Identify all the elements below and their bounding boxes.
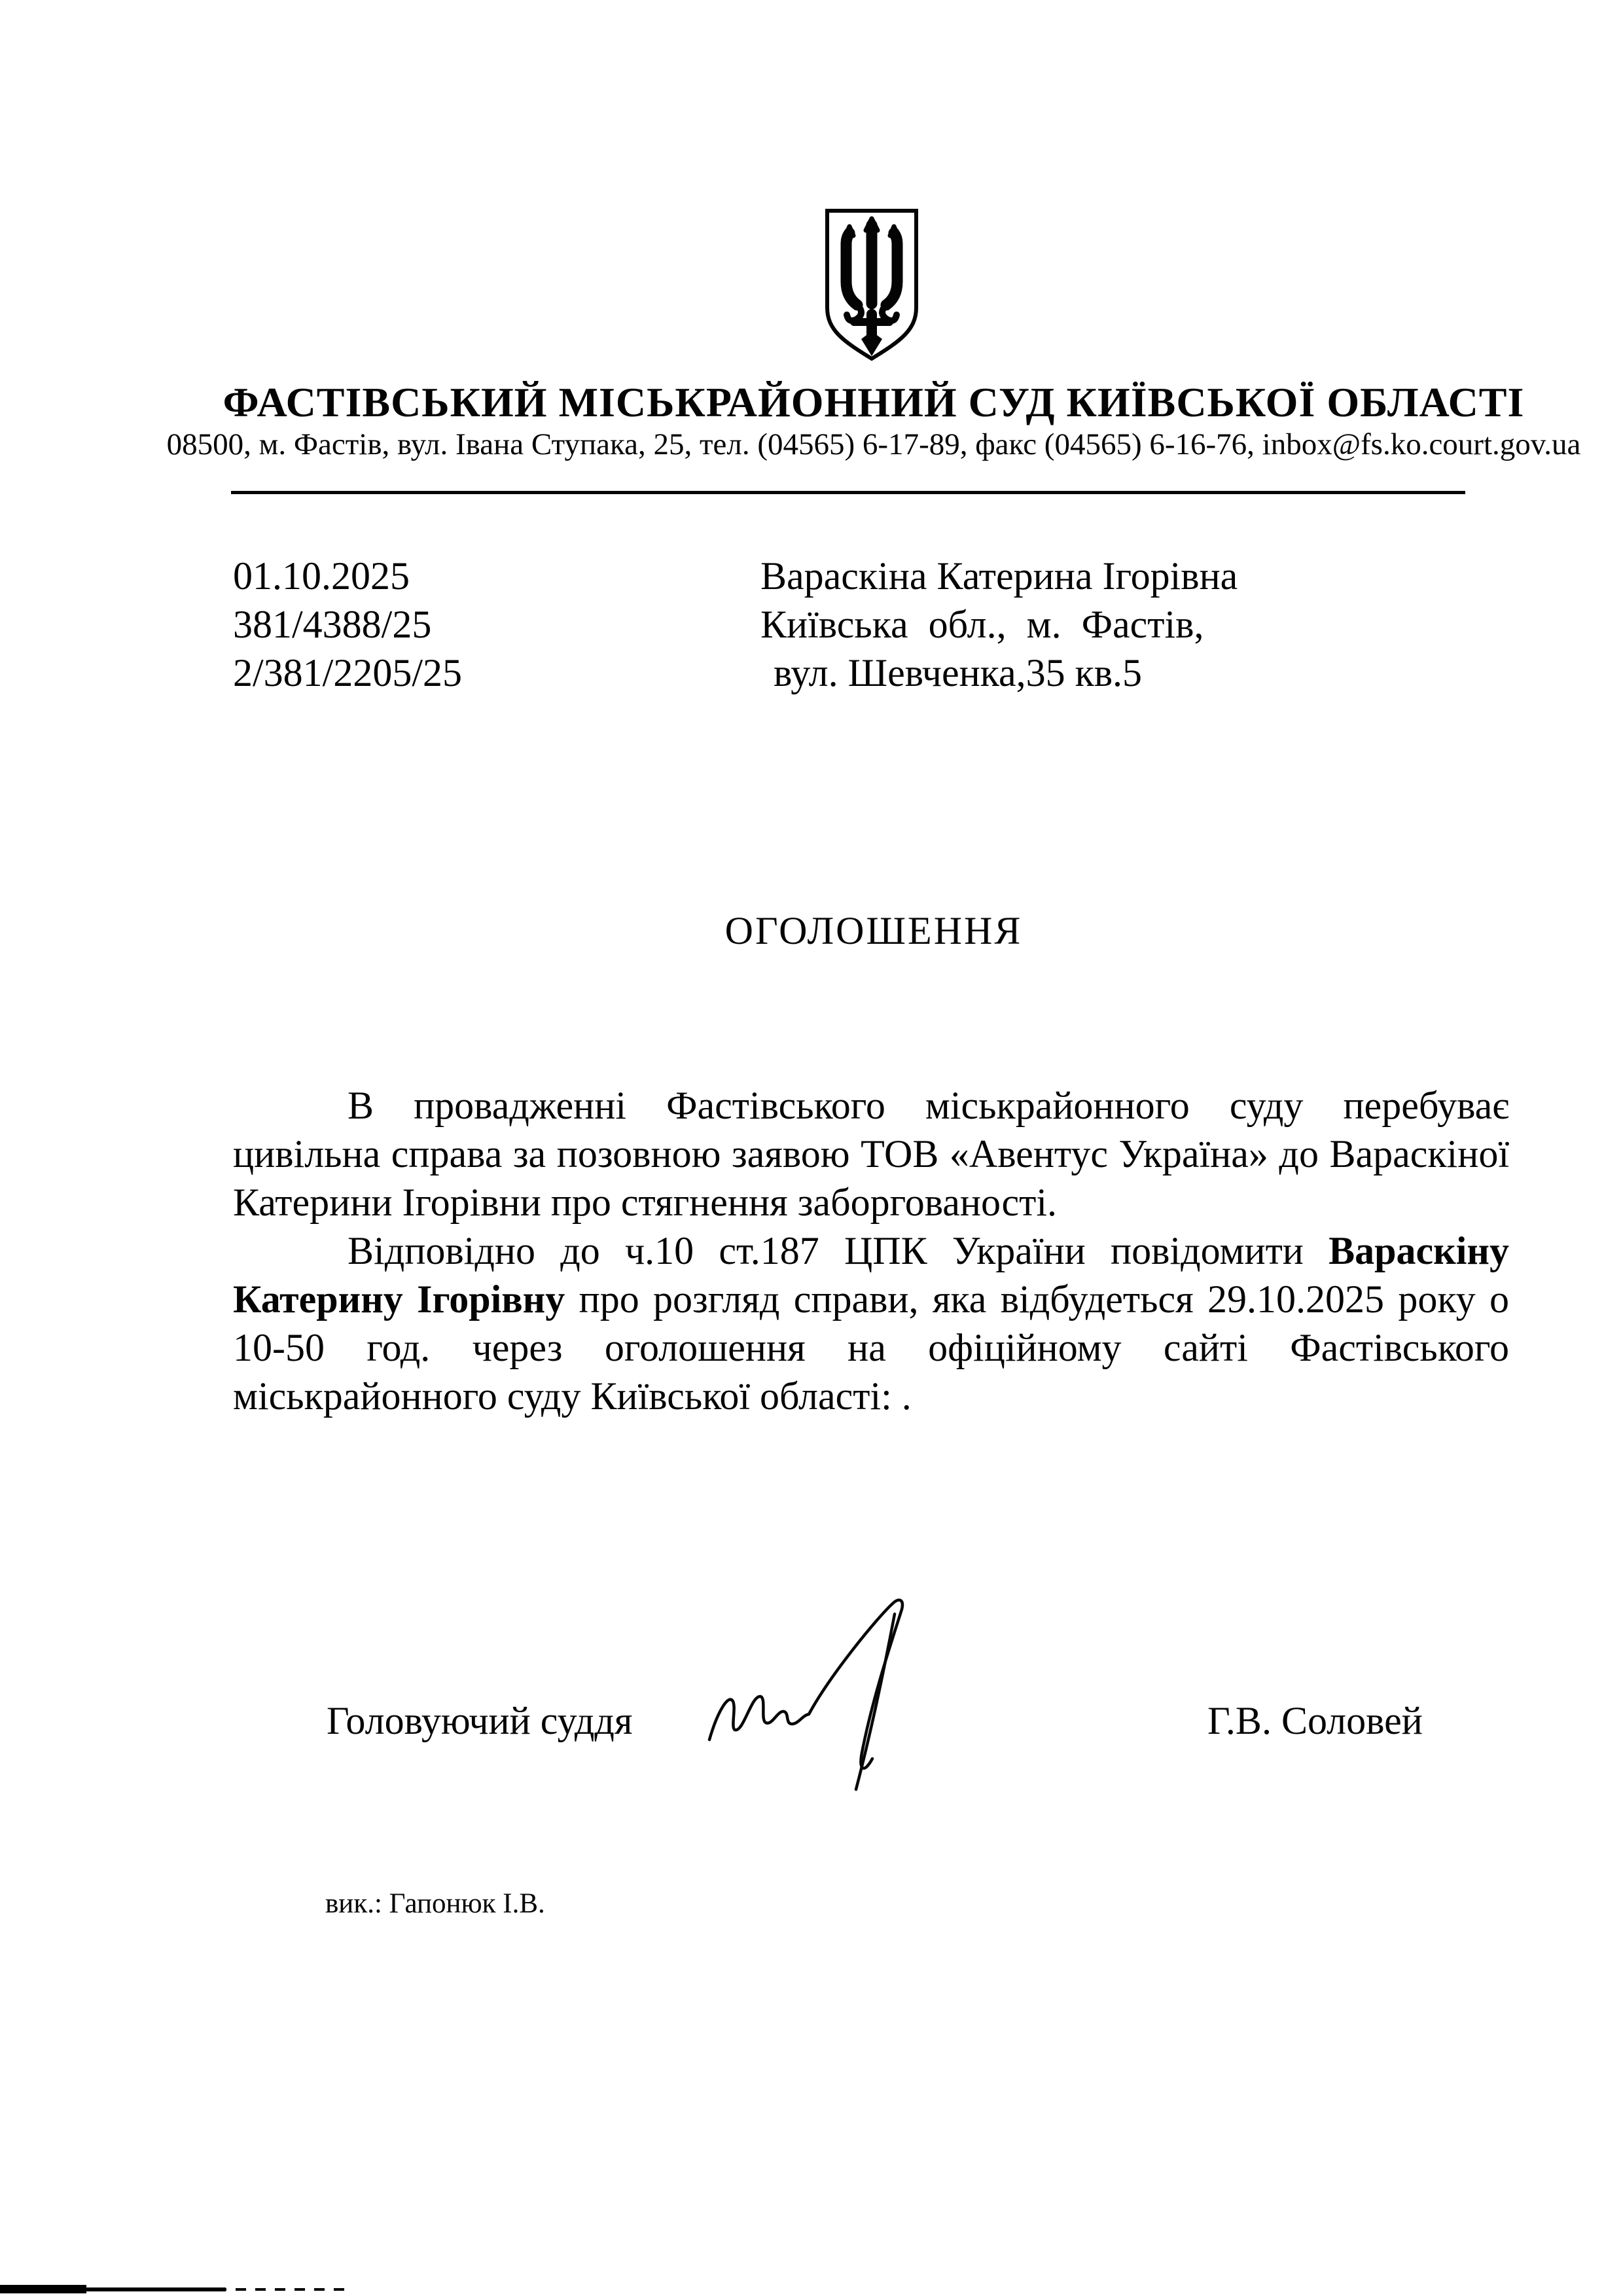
paragraph2-addressee-bold: Вараскіну Катерину Ігорівну	[233, 1229, 1509, 1321]
proceeding-number: 2/381/2205/25	[233, 651, 463, 694]
case-number: 381/4388/25	[233, 603, 432, 646]
letterhead-divider-rule	[231, 491, 1465, 494]
court-contact-line: 08500, м. Фастів, вул. Івана Ступака, 25, тел. (04565) 6-17-89, факс (04565) 6-16-76, inbox@fs.ko.court.gov.ua	[166, 427, 1581, 461]
executor-note: вик.: Гапонюк І.В.	[325, 1888, 545, 1919]
judge-name: Г.В. Соловей	[1207, 1699, 1423, 1742]
judge-role-label: Головуючий суддя	[327, 1699, 633, 1742]
document-date: 01.10.2025	[233, 554, 410, 598]
addressee-name: Вараскіна Катерина Ігорівна	[760, 554, 1238, 598]
body-paragraph-2	[233, 1227, 1509, 1420]
body-paragraph-1: В провадженні Фастівського міськрайонного суду перебуває цивільна справа за позовною заявою ТОВ «Авентус Україна» до Вараскіної Катерини Ігорівни про стягнення заборгованості.	[233, 1084, 1509, 1224]
judge-signature	[699, 1596, 954, 1802]
paragraph2-suffix: про розгляд справи, яка відбудеться 29.10.2025 року о 10-50 год. через оголошення на офіційному сайті Фастівського міськрайонного суду Київської області: .	[233, 1278, 1510, 1418]
ukraine-trident-emblem-icon	[819, 204, 924, 367]
scan-artifact-dots	[216, 2288, 350, 2291]
document-title: ОГОЛОШЕННЯ	[724, 909, 1023, 952]
addressee-address-line2: вул. Шевченка,35 кв.5	[774, 651, 1143, 694]
addressee-block	[760, 552, 1238, 697]
addressee-address-line1: Київська обл., м. Фастів,	[760, 603, 1204, 646]
court-name-heading: ФАСТІВСЬКИЙ МІСЬКРАЙОННИЙ СУД КИЇВСЬКОЇ ОБЛАСТІ	[223, 379, 1525, 425]
reference-block	[233, 552, 462, 697]
scan-artifact-line	[0, 2287, 226, 2291]
paragraph2-prefix: Відповідно до ч.10 ст.187 ЦПК України повідомити	[348, 1229, 1329, 1272]
document-body	[233, 1081, 1509, 1420]
